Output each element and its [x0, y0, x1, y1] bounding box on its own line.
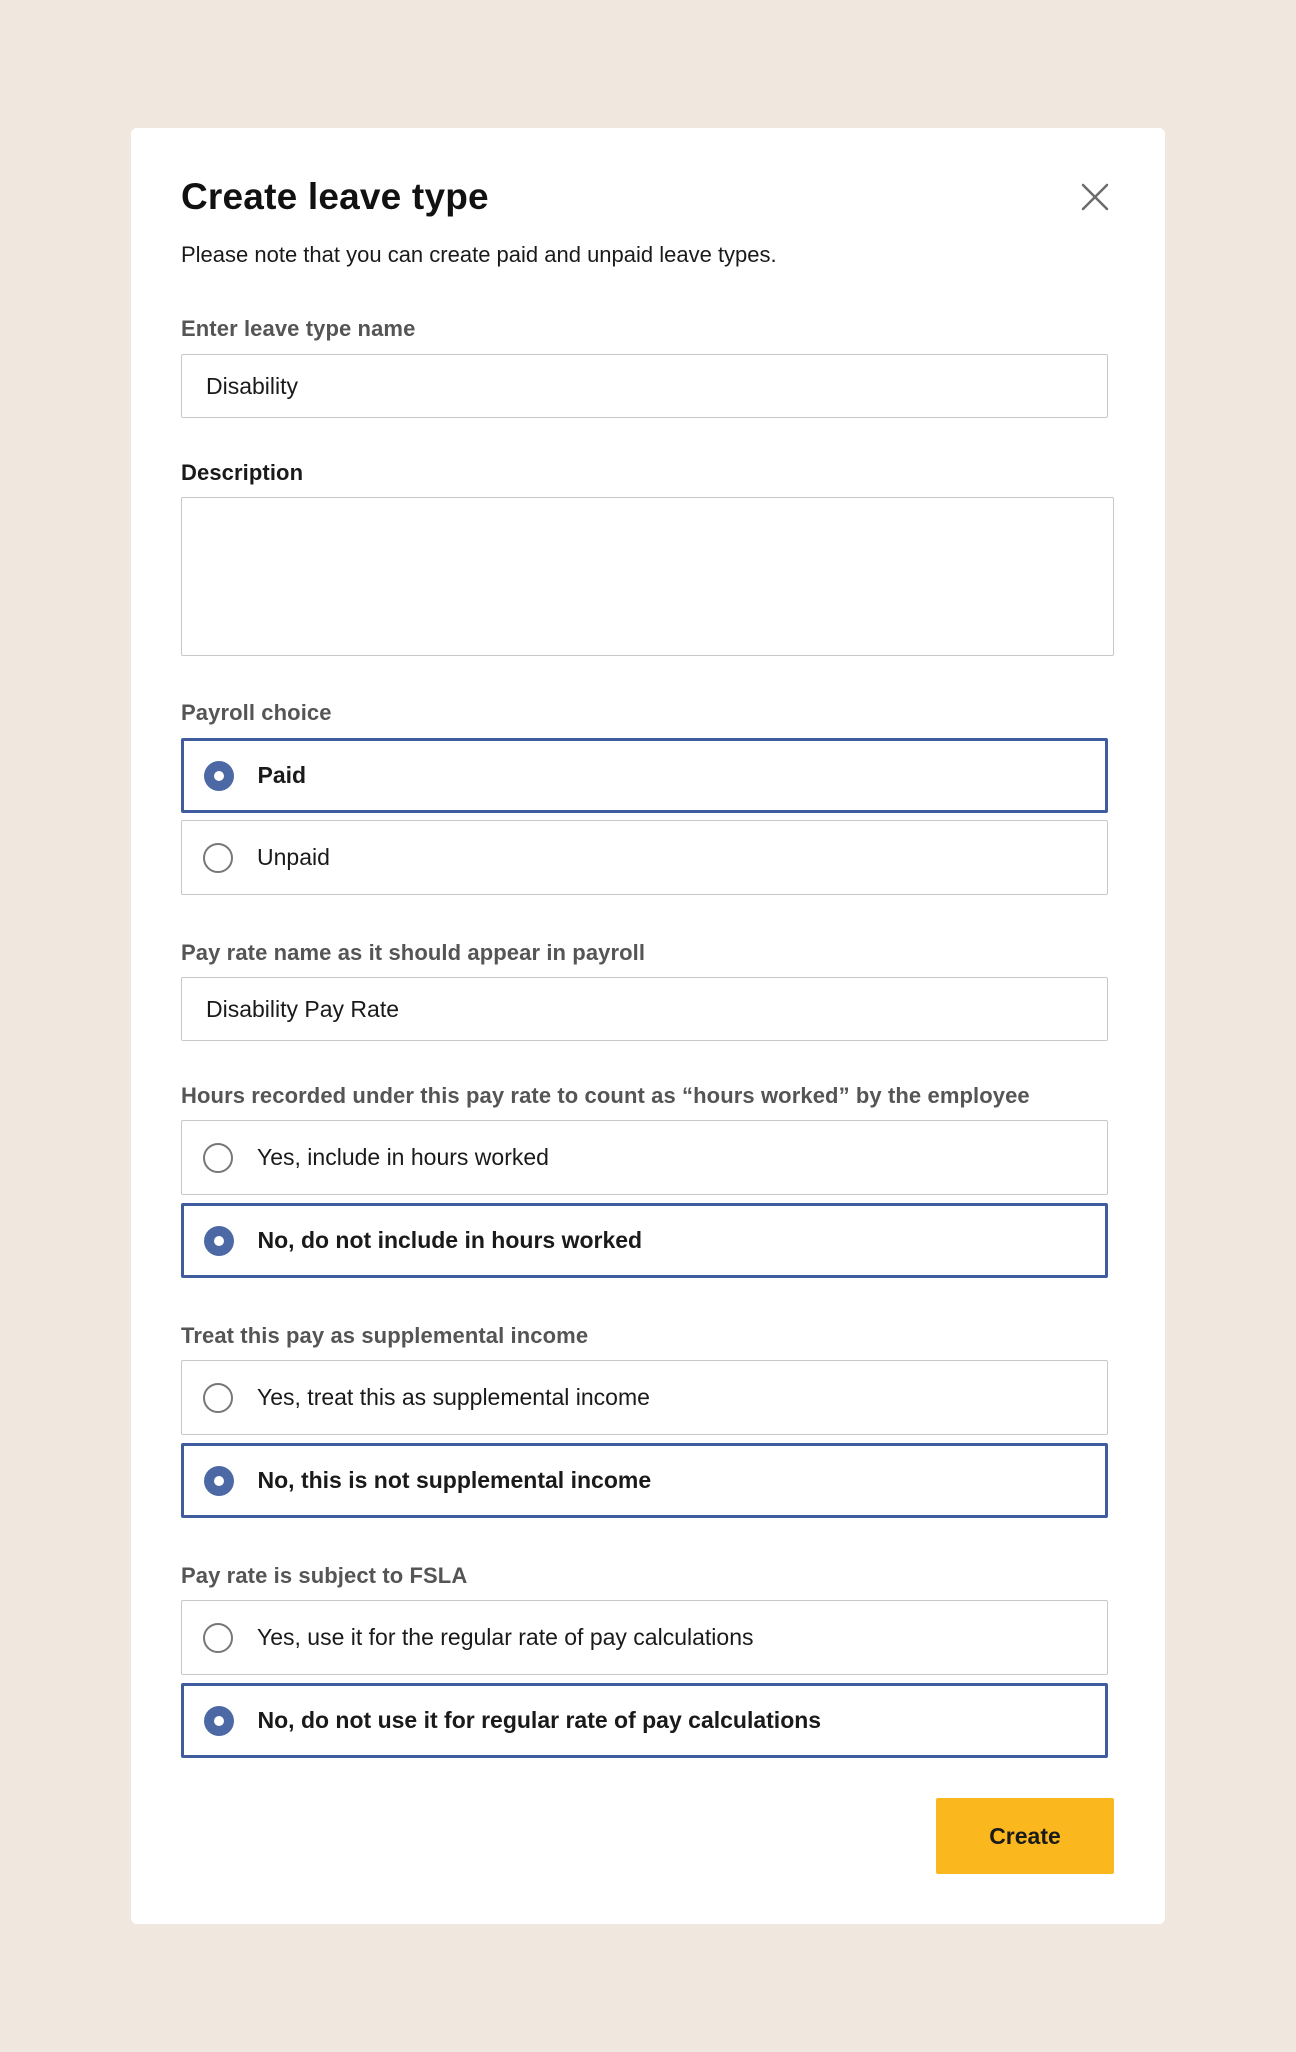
radio-empty-icon [203, 843, 233, 873]
payroll-option-unpaid[interactable] [181, 820, 1108, 895]
radio-empty-icon [203, 1383, 233, 1413]
fsla-option-yes[interactable] [181, 1600, 1108, 1675]
hours-worked-label: Hours recorded under this pay rate to count as “hours worked” by the employee [181, 1083, 1030, 1108]
option-label: No, do not include in hours worked [257, 1227, 643, 1253]
create-button[interactable]: Create [936, 1798, 1114, 1874]
leave-name-label: Enter leave type name [181, 316, 416, 341]
radio-empty-icon [203, 1623, 233, 1653]
fsla-option-no[interactable] [181, 1683, 1108, 1758]
option-label: No, do not use it for regular rate of pay calculations [257, 1707, 822, 1733]
create-leave-type-modal [131, 128, 1165, 1924]
payroll-choice-label: Payroll choice [181, 700, 332, 725]
supplemental-option-no[interactable] [181, 1443, 1108, 1518]
fsla-label: Pay rate is subject to FSLA [181, 1563, 468, 1588]
description-textarea[interactable] [181, 497, 1114, 656]
pay-rate-name-label: Pay rate name as it should appear in payroll [181, 940, 646, 965]
hours-worked-option-yes[interactable] [181, 1120, 1108, 1195]
option-label: Yes, include in hours worked [257, 1144, 549, 1170]
description-label: Description [181, 460, 304, 485]
radio-selected-icon [204, 1706, 234, 1736]
radio-empty-icon [203, 1143, 233, 1173]
pay-rate-name-input[interactable] [181, 977, 1108, 1041]
leave-name-input[interactable] [181, 354, 1108, 418]
radio-selected-icon [204, 1466, 234, 1496]
option-label: Yes, treat this as supplemental income [257, 1384, 650, 1410]
close-icon [1078, 180, 1112, 214]
payroll-option-paid[interactable] [181, 738, 1108, 813]
radio-selected-icon [204, 761, 234, 791]
option-label: Yes, use it for the regular rate of pay calculations [257, 1624, 754, 1650]
radio-selected-icon [204, 1226, 234, 1256]
supplemental-label: Treat this pay as supplemental income [181, 1323, 589, 1348]
option-label: Unpaid [257, 844, 330, 870]
modal-title: Create leave type [181, 176, 489, 217]
modal-subtitle: Please note that you can create paid and unpaid leave types. [181, 242, 777, 267]
hours-worked-option-no[interactable] [181, 1203, 1108, 1278]
close-button[interactable] [1078, 180, 1112, 214]
supplemental-option-yes[interactable] [181, 1360, 1108, 1435]
option-label: No, this is not supplemental income [257, 1467, 652, 1493]
option-label: Paid [257, 762, 307, 788]
